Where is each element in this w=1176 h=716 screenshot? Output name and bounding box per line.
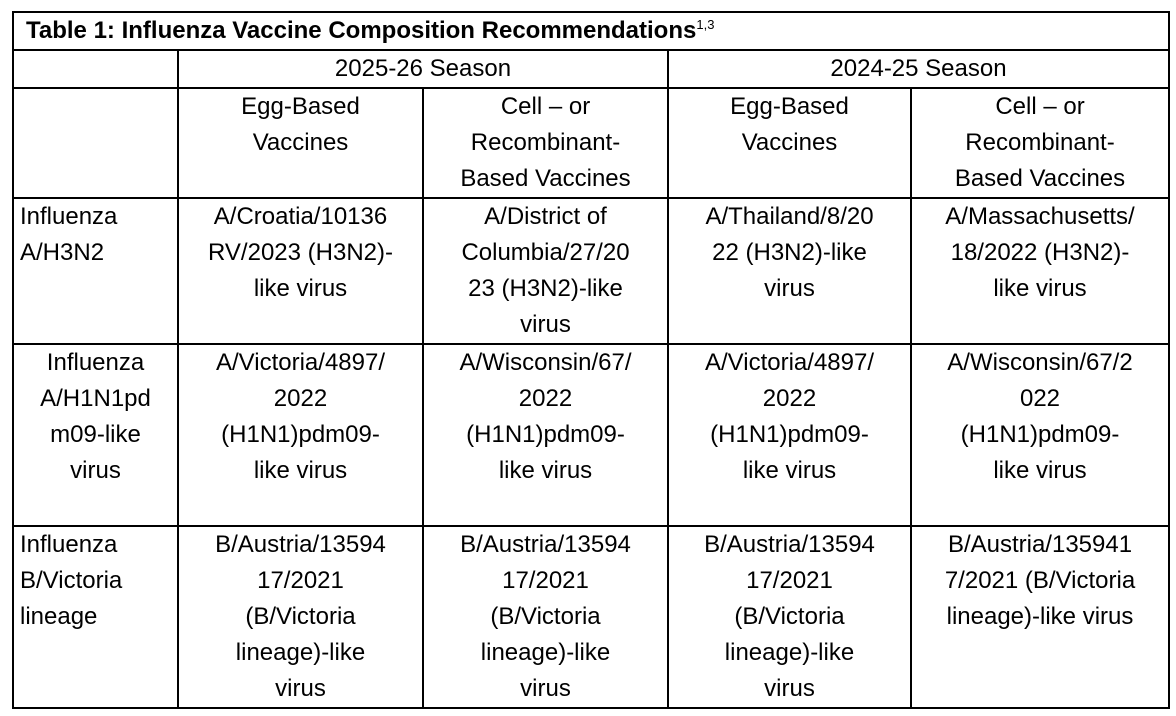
blank-corner-cell — [13, 50, 178, 88]
table-title-cell — [13, 12, 1169, 50]
table-cell: B/Austria/13594 17/2021 (B/Victoria lineage)-like virus — [668, 526, 911, 708]
table-cell: A/Croatia/10136 RV/2023 (H3N2)- like virus — [178, 198, 423, 344]
table-cell: A/Wisconsin/67/ 2022 (H1N1)pdm09- like virus — [423, 344, 668, 526]
table-cell: A/Victoria/4897/ 2022 (H1N1)pdm09- like virus — [668, 344, 911, 526]
subheader-egg-2025: Egg-Based Vaccines — [178, 88, 423, 198]
blank-corner-cell — [13, 88, 178, 198]
title-footnote-ref: 1,3 — [696, 17, 715, 32]
table-cell: A/Thailand/8/20 22 (H3N2)-like virus — [668, 198, 911, 344]
subheader-cell-2025: Cell – or Recombinant- Based Vaccines — [423, 88, 668, 198]
subheader-cell-2024: Cell – or Recombinant- Based Vaccines — [911, 88, 1169, 198]
table-title-row — [13, 12, 1169, 50]
table-row-b-victoria — [13, 526, 1169, 708]
table-row-h3n2 — [13, 198, 1169, 344]
table-row-h1n1 — [13, 344, 1169, 526]
table-cell: A/Massachusetts/ 18/2022 (H3N2)- like virus — [911, 198, 1169, 344]
table-cell: B/Austria/13594 17/2021 (B/Victoria lineage)-like virus — [423, 526, 668, 708]
row-label-b-victoria: Influenza B/Victoria lineage — [13, 526, 178, 708]
table-cell: A/District of Columbia/27/20 23 (H3N2)-like virus — [423, 198, 668, 344]
table-title: Table 1: Influenza Vaccine Composition Recommendations — [26, 17, 697, 44]
season-header-2024-25: 2024-25 Season — [668, 50, 1169, 88]
subheader-egg-2024: Egg-Based Vaccines — [668, 88, 911, 198]
table-cell: A/Victoria/4897/ 2022 (H1N1)pdm09- like virus — [178, 344, 423, 526]
vaccine-composition-table — [12, 11, 1170, 709]
row-label-h1n1: Influenza A/H1N1pd m09-like virus — [13, 344, 178, 526]
table-cell: B/Austria/13594 17/2021 (B/Victoria lineage)-like virus — [178, 526, 423, 708]
row-label-h3n2: Influenza A/H3N2 — [13, 198, 178, 344]
vaccine-type-header-row — [13, 88, 1169, 198]
season-header-row — [13, 50, 1169, 88]
table-cell: A/Wisconsin/67/2 022 (H1N1)pdm09- like virus — [911, 344, 1169, 526]
season-header-2025-26: 2025-26 Season — [178, 50, 668, 88]
table-cell: B/Austria/135941 7/2021 (B/Victoria lineage)-like virus — [911, 526, 1169, 708]
